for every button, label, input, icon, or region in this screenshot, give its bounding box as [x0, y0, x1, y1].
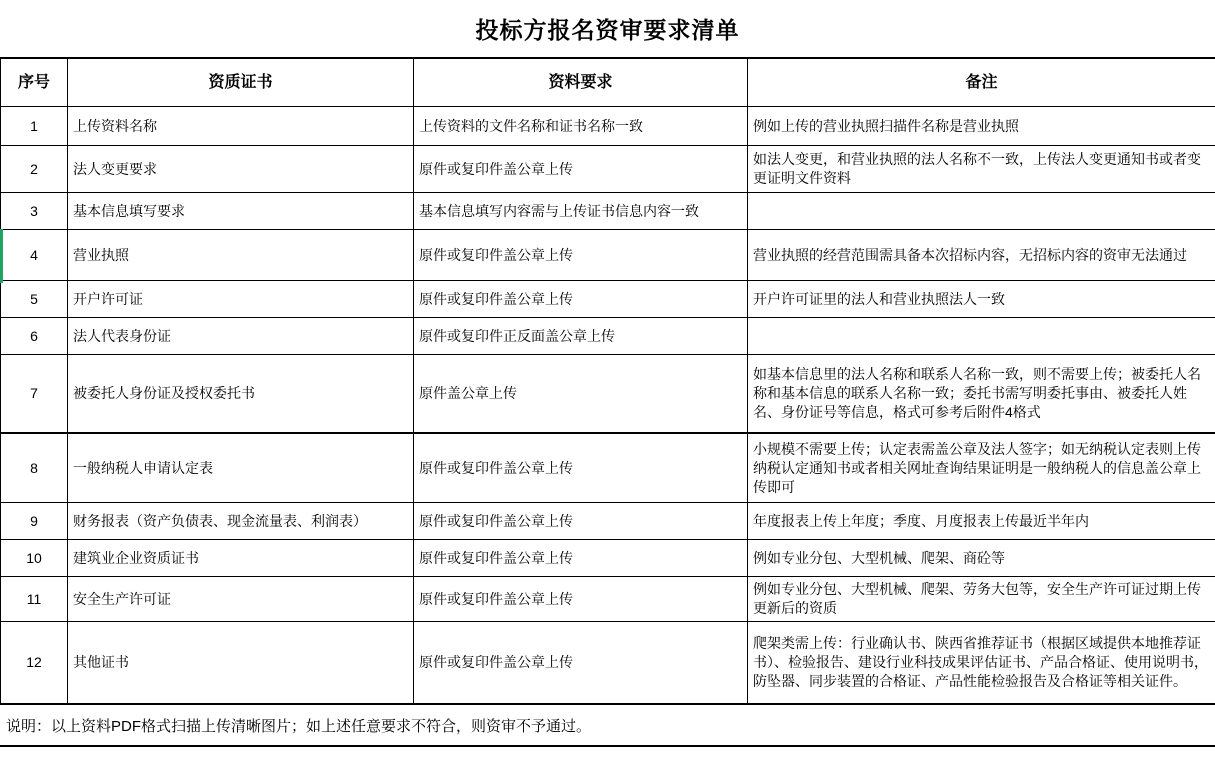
cell-no[interactable]: 8 [1, 433, 68, 503]
cell-cert[interactable]: 安全生产许可证 [68, 577, 414, 622]
cell-no[interactable]: 4 [1, 230, 68, 281]
cell-remark[interactable]: 例如专业分包、大型机械、爬架、劳务大包等，安全生产许可证过期上传更新后的资质 [748, 577, 1215, 622]
cell-requirement[interactable]: 原件盖公章上传 [414, 355, 748, 434]
table-row [1, 318, 1215, 355]
table-row [1, 503, 1215, 540]
cell-remark[interactable] [748, 318, 1215, 355]
cell-remark[interactable]: 例如专业分包、大型机械、爬架、商砼等 [748, 540, 1215, 577]
column-header-remark: 备注 [748, 58, 1215, 107]
cell-remark[interactable] [748, 193, 1215, 230]
cell-cert[interactable]: 开户许可证 [68, 281, 414, 318]
cell-cert[interactable]: 财务报表（资产负债表、现金流量表、利润表） [68, 503, 414, 540]
table-row-selected [1, 230, 1215, 281]
cell-cert[interactable]: 法人变更要求 [68, 146, 414, 193]
table-row [1, 193, 1215, 230]
active-row-indicator [0, 229, 3, 283]
cell-requirement[interactable]: 原件或复印件盖公章上传 [414, 433, 748, 503]
cell-requirement[interactable]: 基本信息填写内容需与上传证书信息内容一致 [414, 193, 748, 230]
column-header-requirement: 资料要求 [414, 58, 748, 107]
cell-cert[interactable]: 其他证书 [68, 622, 414, 705]
footnote: 说明：以上资料PDF格式扫描上传清晰图片；如上述任意要求不符合，则资审不予通过。 [0, 705, 1215, 747]
table-row [1, 540, 1215, 577]
cell-cert[interactable]: 建筑业企业资质证书 [68, 540, 414, 577]
cell-cert[interactable]: 被委托人身份证及授权委托书 [68, 355, 414, 434]
table-row [1, 146, 1215, 193]
page-title: 投标方报名资审要求清单 [475, 17, 740, 43]
cell-requirement[interactable]: 上传资料的文件名称和证书名称一致 [414, 107, 748, 146]
cell-no[interactable]: 10 [1, 540, 68, 577]
table-row [1, 281, 1215, 318]
cell-remark[interactable]: 年度报表上传上年度；季度、月度报表上传最近半年内 [748, 503, 1215, 540]
cell-requirement[interactable]: 原件或复印件盖公章上传 [414, 281, 748, 318]
cell-requirement[interactable]: 原件或复印件盖公章上传 [414, 622, 748, 705]
cell-no[interactable]: 6 [1, 318, 68, 355]
cell-no[interactable]: 7 [1, 355, 68, 434]
cell-cert[interactable]: 法人代表身份证 [68, 318, 414, 355]
cell-remark[interactable]: 开户许可证里的法人和营业执照法人一致 [748, 281, 1215, 318]
cell-cert[interactable]: 一般纳税人申请认定表 [68, 433, 414, 503]
requirements-table [0, 57, 1215, 705]
cell-cert[interactable]: 基本信息填写要求 [68, 193, 414, 230]
cell-requirement[interactable]: 原件或复印件盖公章上传 [414, 577, 748, 622]
cell-requirement[interactable]: 原件或复印件正反面盖公章上传 [414, 318, 748, 355]
cell-remark[interactable]: 小规模不需要上传；认定表需盖公章及法人签字；如无纳税认定表则上传纳税认定通知书或者相关网址查询结果证明是一般纳税人的信息盖公章上传即可 [748, 433, 1215, 503]
cell-no[interactable]: 1 [1, 107, 68, 146]
cell-no[interactable]: 5 [1, 281, 68, 318]
cell-remark[interactable]: 营业执照的经营范围需具备本次招标内容，无招标内容的资审无法通过 [748, 230, 1215, 281]
cell-requirement[interactable]: 原件或复印件盖公章上传 [414, 540, 748, 577]
cell-remark[interactable]: 例如上传的营业执照扫描件名称是营业执照 [748, 107, 1215, 146]
table-row [1, 622, 1215, 705]
cell-no[interactable]: 12 [1, 622, 68, 705]
table-row [1, 355, 1215, 434]
cell-no[interactable]: 9 [1, 503, 68, 540]
cell-no[interactable]: 11 [1, 577, 68, 622]
cell-requirement[interactable]: 原件或复印件盖公章上传 [414, 503, 748, 540]
cell-requirement[interactable]: 原件或复印件盖公章上传 [414, 146, 748, 193]
cell-cert[interactable]: 上传资料名称 [68, 107, 414, 146]
table-row [1, 433, 1215, 503]
table-row [1, 107, 1215, 146]
cell-no[interactable]: 2 [1, 146, 68, 193]
table-row [1, 577, 1215, 622]
cell-remark[interactable]: 如法人变更，和营业执照的法人名称不一致，上传法人变更通知书或者变更证明文件资料 [748, 146, 1215, 193]
header-row [1, 58, 1215, 107]
cell-requirement[interactable]: 原件或复印件盖公章上传 [414, 230, 748, 281]
column-header-no: 序号 [1, 58, 68, 107]
cell-cert[interactable]: 营业执照 [68, 230, 414, 281]
column-header-cert: 资质证书 [68, 58, 414, 107]
cell-no[interactable]: 3 [1, 193, 68, 230]
cell-remark[interactable]: 如基本信息里的法人名称和联系人名称一致，则不需要上传；被委托人名称和基本信息的联系人名称一致；委托书需写明委托事由、被委托人姓名、身份证号等信息，格式可参考后附件4格式 [748, 355, 1215, 434]
cell-remark[interactable]: 爬架类需上传：行业确认书、陕西省推荐证书（根据区域提供本地推荐证书）、检验报告、建设行业科技成果评估证书、产品合格证、使用说明书，防坠器、同步装置的合格证、产品性能检验报告及合格证等相关证件。 [748, 622, 1215, 705]
